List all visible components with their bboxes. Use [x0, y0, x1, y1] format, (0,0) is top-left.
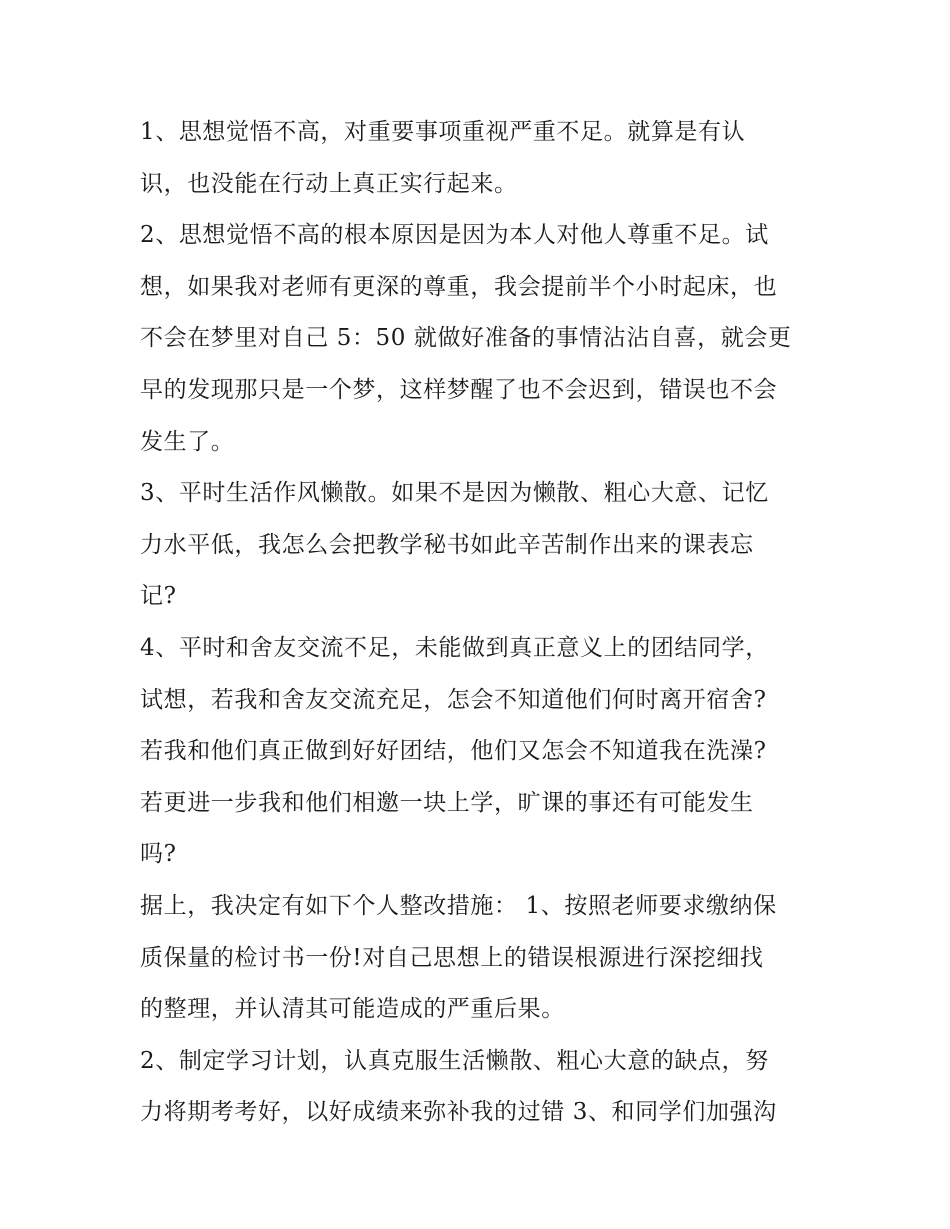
paragraph-6 — [140, 1036, 820, 1139]
text-line: 力将期考考好，以好成绩来弥补我的过错 3、和同学们加强沟 — [140, 1099, 777, 1126]
text-line: 试想，若我和舍友交流充足，怎会不知道他们何时离开宿舍? — [140, 686, 767, 713]
text-line: 力水平低，我怎么会把教学秘书如此辛苦制作出来的课表忘 — [140, 531, 754, 558]
paragraph-2 — [140, 210, 820, 468]
text-line: 2、思想觉悟不高的根本原因是因为本人对他人尊重不足。试 — [140, 222, 769, 249]
text-line: 识，也没能在行动上真正实行起来。 — [140, 170, 518, 197]
text-line: 发生了。 — [140, 428, 235, 455]
text-line: 2、制定学习计划，认真克服生活懒散、粗心大意的缺点，努 — [140, 1047, 769, 1074]
text-line: 3、平时生活作风懒散。如果不是因为懒散、粗心大意、记忆 — [140, 480, 769, 507]
paragraph-3 — [140, 468, 820, 623]
text-line: 不会在梦里对自己 5：50 就做好准备的事情沾沾自喜，就会更 — [140, 325, 792, 352]
text-line: 若更进一步我和他们相邀一块上学，旷课的事还有可能发生 — [140, 789, 754, 816]
text-line: 的整理，并认清其可能造成的严重后果。 — [140, 996, 565, 1023]
text-line: 据上，我决定有如下个人整改措施： 1、按照老师要求缴纳保 — [140, 892, 777, 919]
paragraph-4 — [140, 623, 820, 881]
text-line: 4、平时和舍友交流不足，未能做到真正意义上的团结同学， — [140, 634, 769, 661]
document-body — [140, 107, 820, 1139]
text-line: 早的发现那只是一个梦，这样梦醒了也不会迟到，错误也不会 — [140, 376, 778, 403]
text-line: 记? — [140, 583, 177, 610]
text-line: 若我和他们真正做到好好团结，他们又怎会不知道我在洗澡? — [140, 738, 767, 765]
text-line: 吗? — [140, 841, 177, 868]
paragraph-5 — [140, 881, 820, 1036]
text-line: 想，如果我对老师有更深的尊重，我会提前半个小时起床，也 — [140, 273, 778, 300]
text-line: 质保量的检讨书一份!对自己思想上的错误根源进行深挖细找 — [140, 944, 764, 971]
text-line: 1、思想觉悟不高，对重要事项重视严重不足。就算是有认 — [140, 119, 746, 145]
paragraph-1 — [140, 107, 820, 210]
